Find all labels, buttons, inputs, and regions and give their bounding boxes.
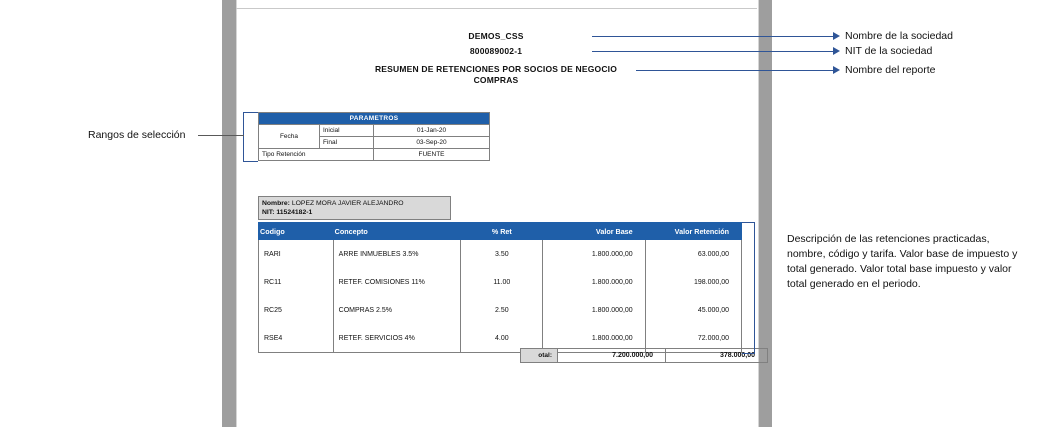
partner-name-label: Nombre: (262, 200, 290, 207)
arrow-company-name-icon (833, 32, 840, 40)
page-top-rule (236, 8, 757, 9)
cell-concepto: COMPRAS 2.5% (333, 296, 461, 324)
table-row (259, 268, 742, 296)
column-header-codigo: Codigo (259, 223, 334, 240)
column-header-pct-ret: % Ret (461, 223, 543, 240)
total-label: otal: (521, 349, 558, 363)
cell-valor-retencion: 198.000,00 (645, 268, 741, 296)
arrow-report-name-icon (833, 66, 840, 74)
annotation-company-nit: NIT de la sociedad (845, 45, 933, 57)
leader-line-ranges (198, 135, 244, 136)
cell-pct-ret: 3.50 (461, 240, 543, 269)
annotation-ranges: Rangos de selección (88, 129, 186, 141)
table-row (259, 240, 742, 269)
cell-valor-base: 1.800.000,00 (543, 268, 645, 296)
cell-valor-base: 1.800.000,00 (543, 296, 645, 324)
annotation-report-name: Nombre del reporte (845, 64, 936, 76)
table-header-row (259, 223, 742, 240)
parameters-tipo-label: Tipo Retención (259, 149, 374, 161)
page-margin-left (222, 0, 236, 427)
table-row (259, 149, 490, 161)
cell-valor-retencion: 63.000,00 (645, 240, 741, 269)
table-row (521, 349, 768, 363)
cell-valor-retencion: 72.000,00 (645, 324, 741, 353)
partner-name-line (262, 199, 447, 208)
partner-nit-line (262, 208, 447, 217)
annotation-detail-description: Descripción de las retenciones practicadas, nombre, código y tarifa. Valor base de impuesto y total generado. Valor total base impuesto y valor total generado en el periodo. (787, 233, 1018, 290)
cell-codigo: RARI (259, 240, 334, 269)
cell-pct-ret: 11.00 (461, 268, 543, 296)
cell-concepto: ARRE INMUEBLES 3.5% (333, 240, 461, 269)
bracket-detail (742, 222, 755, 354)
annotation-company-name: Nombre de la sociedad (845, 30, 953, 42)
partner-name-value: LOPEZ MORA JAVIER ALEJANDRO (291, 200, 404, 207)
company-name: DEMOS_CSS (468, 31, 524, 41)
cell-valor-base: 1.800.000,00 (543, 240, 645, 269)
column-header-concepto: Concepto (333, 223, 461, 240)
parameters-header: PARAMETROS (259, 113, 490, 125)
cell-codigo: RC11 (259, 268, 334, 296)
parameters-final-label: Final (320, 137, 374, 149)
parameters-table (258, 112, 490, 161)
cell-concepto: RETEF. SERVICIOS 4% (333, 324, 461, 353)
table-row (259, 296, 742, 324)
report-title-line2: COMPRAS (473, 75, 519, 85)
arrow-company-nit-icon (833, 47, 840, 55)
cell-valor-base: 1.800.000,00 (543, 324, 645, 353)
bracket-parameters (243, 112, 258, 162)
parameters-initial-value: 01-Jan-20 (374, 125, 490, 137)
leader-line-company-name (592, 36, 833, 37)
cell-valor-retencion: 45.000,00 (645, 296, 741, 324)
company-nit: 800089002-1 (469, 46, 523, 56)
parameters-tipo-value: FUENTE (374, 149, 490, 161)
table-row (259, 125, 490, 137)
partner-nit-label: NIT: (262, 209, 275, 216)
table-row (259, 113, 490, 125)
report-title-line1: RESUMEN DE RETENCIONES POR SOCIOS DE NEGOCIO (374, 64, 618, 74)
leader-line-report-name (636, 70, 833, 71)
leader-line-company-nit (592, 51, 833, 52)
retentions-table (258, 222, 742, 353)
column-header-valor-retencion: Valor Retención (645, 223, 741, 240)
parameters-date-label: Fecha (259, 125, 320, 149)
total-valor-retencion: 378.000,00 (666, 349, 768, 363)
parameters-initial-label: Inicial (320, 125, 374, 137)
totals-row (520, 348, 768, 363)
total-valor-base: 7.200.000,00 (558, 349, 666, 363)
parameters-final-value: 03-Sep-20 (374, 137, 490, 149)
cell-pct-ret: 2.50 (461, 296, 543, 324)
cell-codigo: RC25 (259, 296, 334, 324)
column-header-valor-base: Valor Base (543, 223, 645, 240)
cell-codigo: RSE4 (259, 324, 334, 353)
partner-info-box (258, 196, 451, 220)
partner-nit-value: 11524182-1 (276, 209, 313, 216)
cell-concepto: RETEF. COMISIONES 11% (333, 268, 461, 296)
cell-pct-ret: 4.00 (461, 324, 543, 353)
